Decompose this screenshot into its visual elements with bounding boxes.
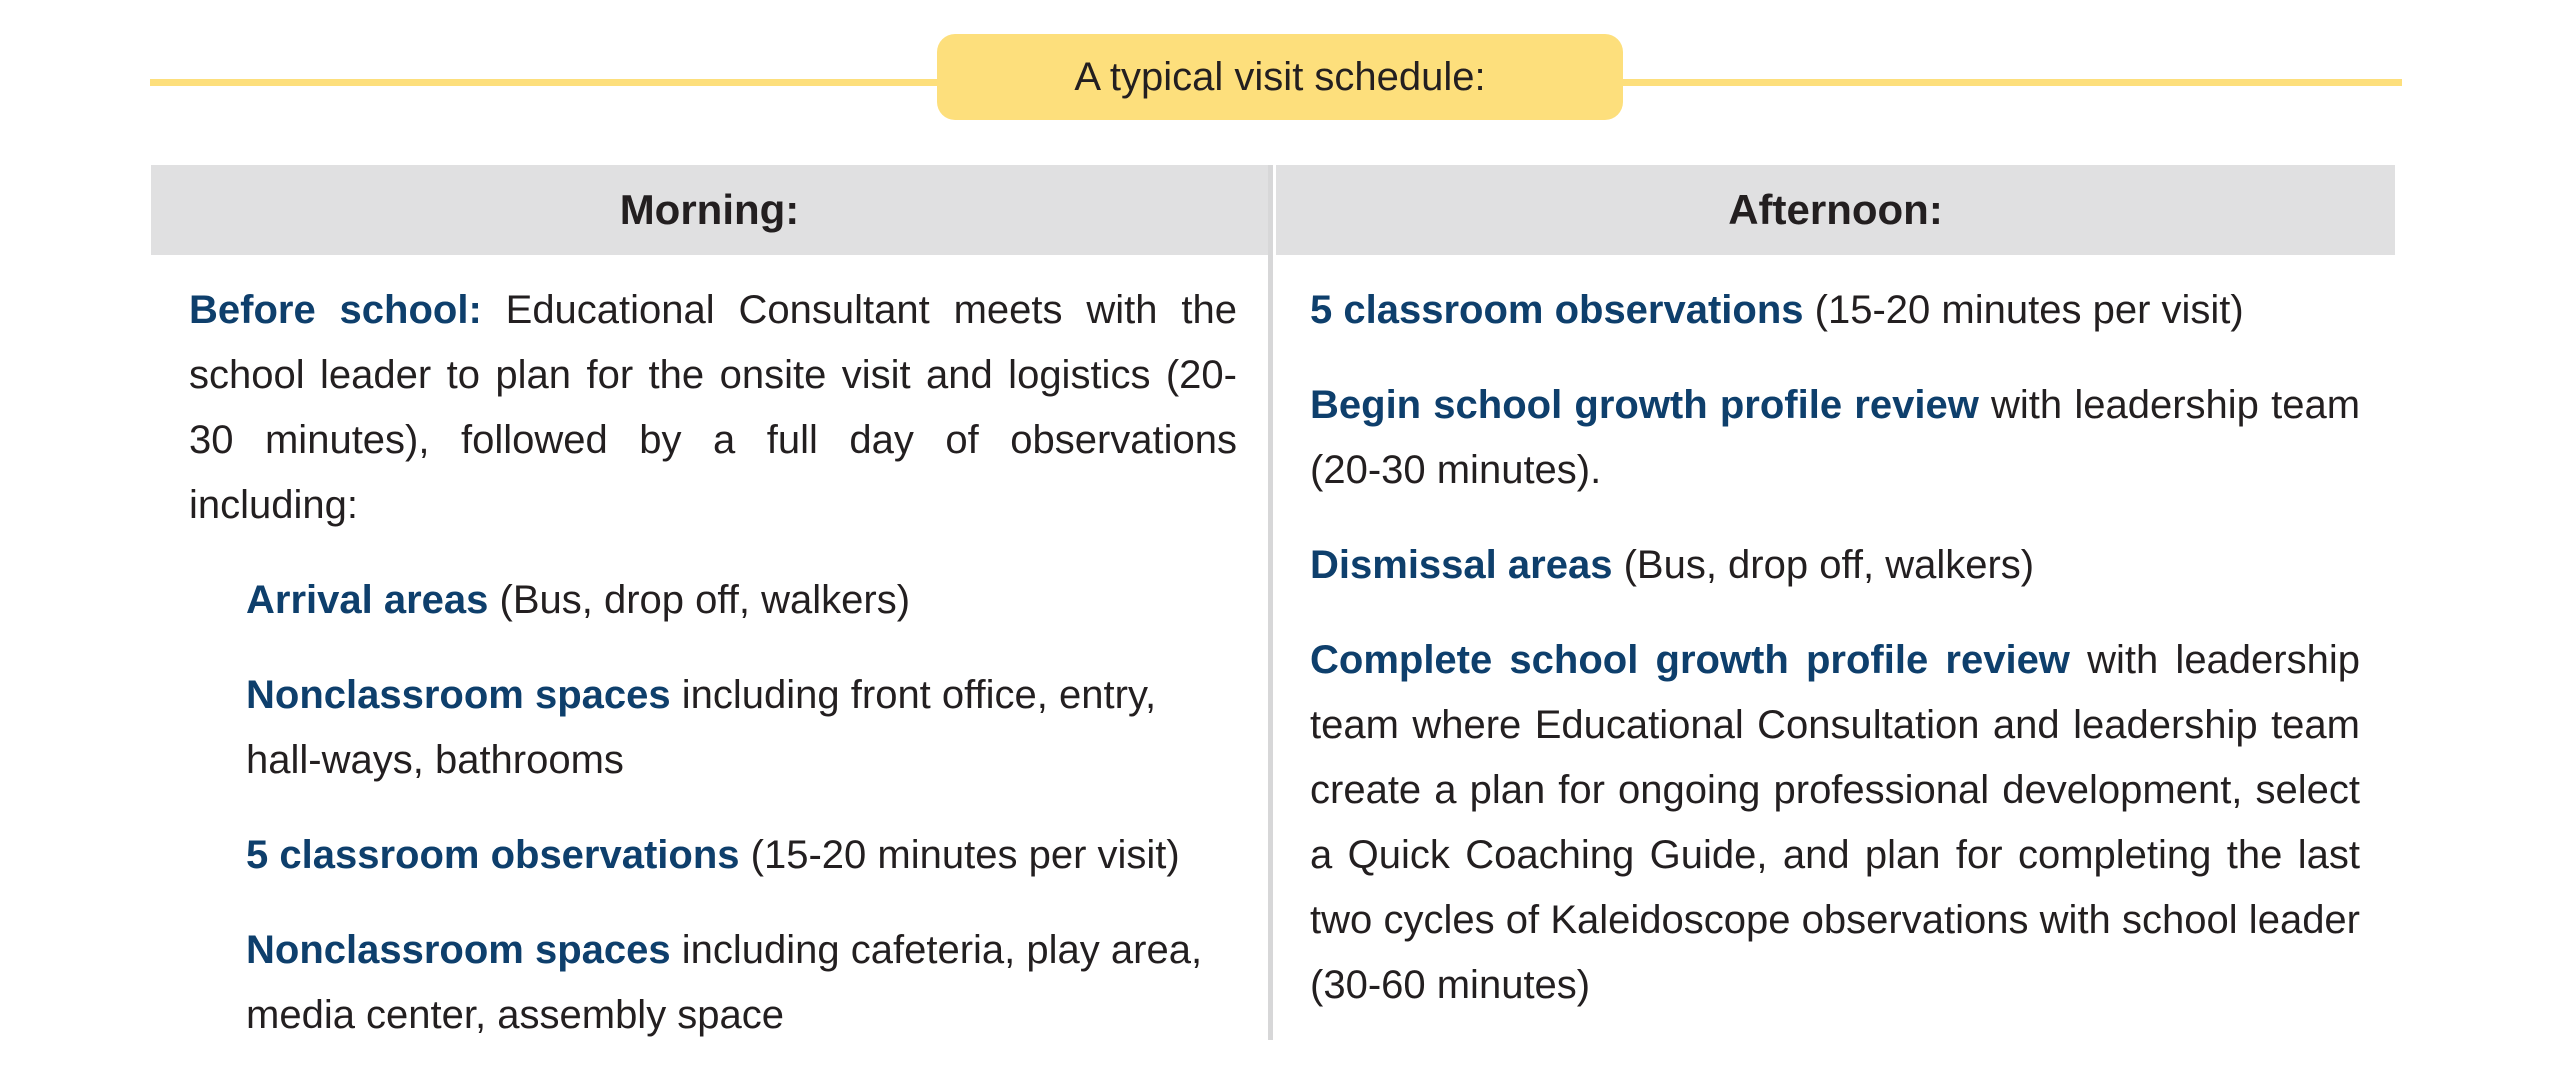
item-text: (15-20 minutes per visit): [1803, 288, 2244, 332]
item-text: with leadership team where Educational Consultation and leadership team create a plan for ongoing professional development, select a Quick Coaching Guide, and plan for completing the last two cycles of Kaleidoscope observations with school leader (30-60 minutes): [1310, 638, 2360, 1007]
item-lead: Complete school growth profile review: [1310, 638, 2070, 682]
item-text: including front office, entry, hall-ways, bathrooms: [246, 673, 1157, 782]
morning-item-arrival: [246, 568, 1237, 633]
morning-item-before-school: [189, 278, 1237, 538]
item-text: with leadership team (20-30 minutes).: [1310, 383, 2361, 492]
item-text: (Bus, drop off, walkers): [1612, 543, 2035, 587]
item-lead: Nonclassroom spaces: [246, 673, 671, 717]
afternoon-item-complete-review: [1310, 628, 2360, 1018]
item-lead: 5 classroom observations: [1310, 288, 1804, 332]
page-title: A typical visit schedule:: [937, 34, 1623, 120]
item-lead: Nonclassroom spaces: [246, 928, 671, 972]
morning-header: Morning:: [151, 165, 1268, 255]
afternoon-header: Afternoon:: [1276, 165, 2395, 255]
morning-item-classroom: [246, 823, 1237, 888]
item-lead: Begin school growth profile review: [1310, 383, 1979, 427]
item-lead: 5 classroom observations: [246, 833, 740, 877]
morning-column: [189, 278, 1237, 1078]
item-lead: Dismissal areas: [1310, 543, 1613, 587]
item-lead: Before school:: [189, 288, 482, 332]
afternoon-item-begin-review: [1310, 373, 2360, 503]
column-divider: [1268, 165, 1273, 1040]
afternoon-column: [1310, 278, 2360, 1048]
afternoon-item-classroom: [1310, 278, 2360, 343]
item-text: (15-20 minutes per visit): [739, 833, 1180, 877]
item-lead: Arrival areas: [246, 578, 489, 622]
item-text: including cafeteria, play area, media center, assembly space: [246, 928, 1203, 1037]
afternoon-item-dismissal: [1310, 533, 2360, 598]
morning-item-nonclassroom-1: [246, 663, 1237, 793]
morning-item-nonclassroom-2: [246, 918, 1237, 1048]
item-text: (Bus, drop off, walkers): [488, 578, 911, 622]
item-text: Educational Consultant meets with the school leader to plan for the onsite visit and logistics (20-30 minutes), followed by a full day of observations including:: [189, 288, 1237, 527]
